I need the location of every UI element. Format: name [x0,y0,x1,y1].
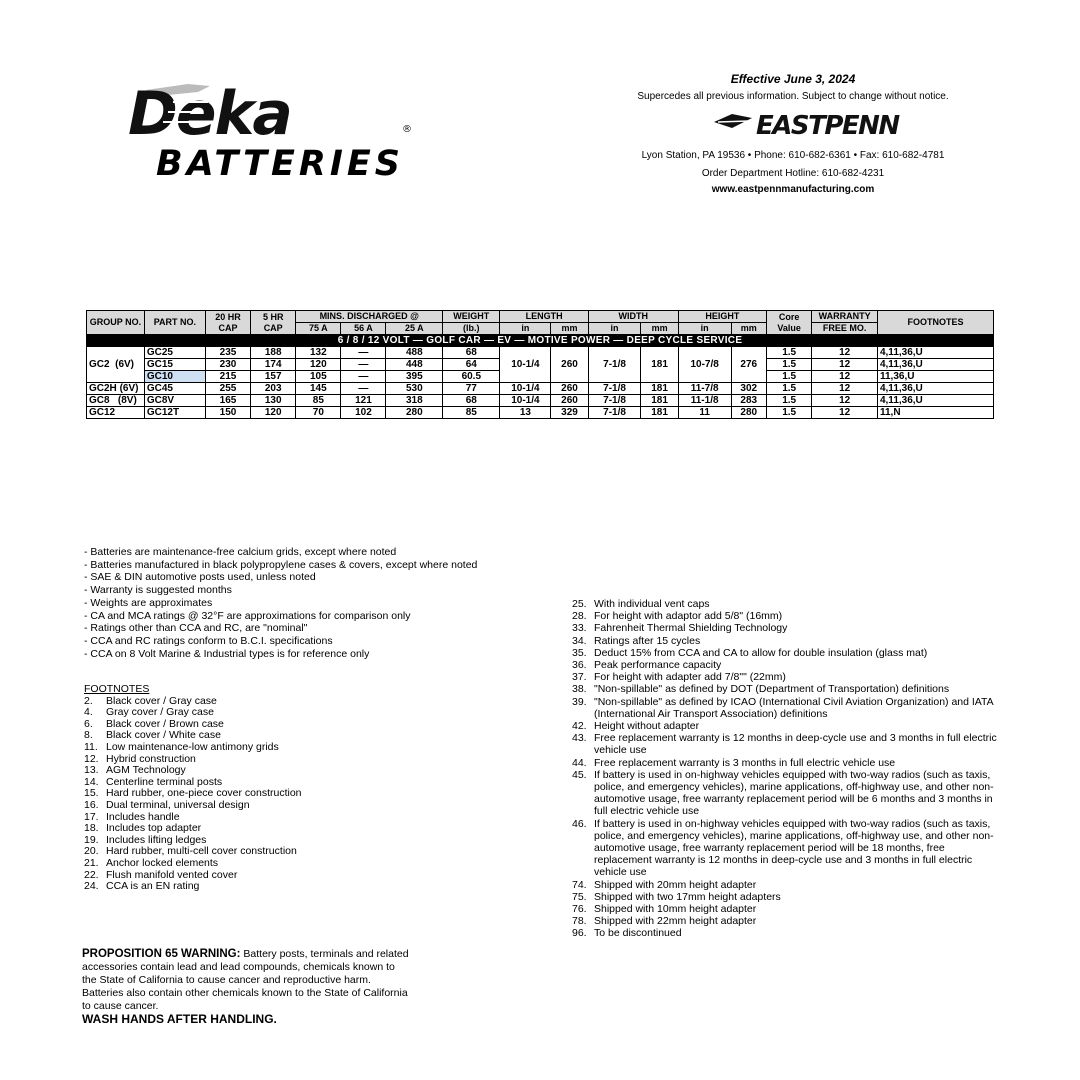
col-mins: MINS. DISCHARGED @ [296,311,443,323]
eastpenn-text: EASTPENN [756,111,899,141]
weight-cell: 77 [443,383,500,395]
list-item: 2. Black cover / Gray case [84,694,217,707]
eastpenn-logo-icon [712,106,899,141]
a25-cell: 530 [386,383,443,395]
weight-cell: 68 [443,347,500,359]
list-item: 25. With individual vent caps [572,598,710,610]
list-item: 43. Free replacement warranty is 12 months in deep-cycle use and 3 months in full electric vehicle use [572,732,997,757]
height-mm-cell: 302 [731,383,766,395]
core-cell: 1.5 [766,395,811,407]
general-notes [84,546,477,660]
cap5-cell: 157 [251,371,296,383]
core-cell: 1.5 [766,359,811,371]
footnotes-cell: 4,11,36,U [877,383,993,395]
prop65-title: PROPOSITION 65 WARNING: [82,948,241,960]
cap5-cell: 120 [251,407,296,419]
group-cell: GC12 [87,407,145,419]
list-item: 11. Low maintenance-low antimony grids [84,740,279,753]
part-cell-selected: GC10 [144,371,205,383]
list-item: 76. Shipped with 10mm height adapter [572,903,757,916]
cap20-cell: 215 [205,371,250,383]
list-item: 34. Ratings after 15 cycles [572,634,701,647]
table-row [87,347,994,359]
deka-logo-icon [118,79,418,149]
a75-cell: 120 [296,359,341,371]
note-line: - Warranty is suggested months [84,584,232,597]
table-row [87,383,994,395]
logo-subtitle: BATTERIES [156,144,404,184]
length-in-cell: 10-1/4 [500,347,551,383]
part-cell: GC15 [144,359,205,371]
logo-brand-text: Deka [128,79,291,149]
height-in-cell: 11-1/8 [678,395,731,407]
group-cell: GC8 (8V) [87,395,145,407]
list-item: 46. If battery is used in on-highway vehicles equipped with two-way radios (such as taxis, police, and emergency vehicles), marine applications, off-highway use, and other non-automotive usage, free warranty replacement period will be 18 months, free replacement warranty is 12 months in deep-cycle use and 3 months in full electric vehicle use [572,817,994,879]
section-band: 6 / 8 / 12 VOLT — GOLF CAR — EV — MOTIVE POWER — DEEP CYCLE SERVICE [87,335,994,347]
list-item: 42. Height without adapter [572,720,700,733]
width-in-cell: 7-1/8 [588,347,641,383]
col-part: PART NO. [144,311,205,335]
group-cell: GC2 (6V) [87,347,145,383]
col-length-mm: mm [551,323,588,335]
list-item: 13. AGM Technology [84,764,186,777]
address-line: Lyon Station, PA 19536 • Phone: 610-682-6361 • Fax: 610-682-4781 [641,150,945,161]
cap20-cell: 255 [205,383,250,395]
footnotes-cell: 11,N [877,407,993,419]
hotline: Order Department Hotline: 610-682-4231 [701,168,885,179]
battery-spec-table [86,310,994,419]
list-item: 38. "Non-spillable" as defined by DOT (Department of Transportation) definitions [572,683,950,696]
cap5-cell: 174 [251,359,296,371]
length-in-cell: 10-1/4 [500,395,551,407]
prop65-warning [82,948,412,1026]
length-mm-cell: 260 [551,383,588,395]
height-mm-cell: 280 [731,407,766,419]
width-mm-cell: 181 [641,407,678,419]
col-footnotes: FOOTNOTES [877,311,993,335]
list-item: 78. Shipped with 22mm height adapter [572,915,757,928]
width-mm-cell: 181 [641,395,678,407]
col-weight: WEIGHT [443,311,500,323]
col-group: GROUP NO. [87,311,145,335]
supercedes-note: Supercedes all previous information. Subject to change without notice. [637,91,949,102]
a56-cell: — [341,359,386,371]
col-56a: 56 A [341,323,386,335]
core-cell: 1.5 [766,371,811,383]
part-cell: GC8V [144,395,205,407]
footnotes-cell: 4,11,36,U [877,359,993,371]
footnotes-cell: 4,11,36,U [877,395,993,407]
length-mm-cell: 260 [551,347,588,383]
list-item: 22. Flush manifold vented cover [84,868,238,881]
width-mm-cell: 181 [641,383,678,395]
list-item: 15. Hard rubber, one-piece cover construction [84,787,302,800]
a56-cell: — [341,347,386,359]
table-row [87,395,994,407]
list-item: 33. Fahrenheit Thermal Shielding Technology [572,622,788,635]
height-mm-cell: 276 [731,347,766,383]
list-item: 21. Anchor locked elements [84,856,219,869]
a75-cell: 70 [296,407,341,419]
note-line: - Batteries manufactured in black polypropylene cases & covers, except where noted [84,558,478,571]
col-width-in: in [588,323,641,335]
col-weight-unit: (lb.) [443,323,500,335]
list-item: 36. Peak performance capacity [572,659,722,672]
col-free-months: FREE MO. [812,323,878,335]
width-mm-cell: 181 [641,347,678,383]
height-in-cell: 11-7/8 [678,383,731,395]
list-item: 20. Hard rubber, multi-cell cover construction [84,845,297,858]
cap20-cell: 230 [205,359,250,371]
note-line: - CCA on 8 Volt Marine & Industrial types is for reference only [84,647,370,660]
weight-cell: 60.5 [443,371,500,383]
list-item: 39. "Non-spillable" as defined by ICAO (International Civil Aviation Organization) and IATA (International Air Transport Association) definitions [572,695,994,720]
cap5-cell: 130 [251,395,296,407]
a75-cell: 85 [296,395,341,407]
warranty-cell: 12 [812,395,878,407]
note-line: - Batteries are maintenance-free calcium grids, except where noted [84,546,397,558]
note-line: - CA and MCA ratings @ 32°F are approximations for comparison only [84,609,411,622]
col-width: WIDTH [588,311,678,323]
footnotes-left [84,684,302,893]
col-cap5: 5 HR CAP [251,311,296,335]
a56-cell: 102 [341,407,386,419]
list-item: 96. To be discontinued [572,927,682,940]
col-25a: 25 A [386,323,443,335]
list-item: 16. Dual terminal, universal design [84,798,250,811]
footnotes-cell: 4,11,36,U [877,347,993,359]
warranty-cell: 12 [812,407,878,419]
width-in-cell: 7-1/8 [588,407,641,419]
weight-cell: 85 [443,407,500,419]
height-in-cell: 11 [678,407,731,419]
length-in-cell: 13 [500,407,551,419]
part-cell: GC45 [144,383,205,395]
footnotes-right [572,598,1002,940]
height-in-cell: 10-7/8 [678,347,731,383]
col-length: LENGTH [500,311,588,323]
cap20-cell: 235 [205,347,250,359]
list-item: 12. Hybrid construction [84,752,196,765]
col-length-in: in [500,323,551,335]
core-cell: 1.5 [766,383,811,395]
cap5-cell: 188 [251,347,296,359]
list-item: 37. For height with adapter add 7/8"" (22mm) [572,671,786,684]
group-cell: GC2H (6V) [87,383,145,395]
a25-cell: 318 [386,395,443,407]
footnotes-cell: 11,36,U [877,371,993,383]
list-item: 6. Black cover / Brown case [84,717,224,730]
prop65-body: Battery posts, terminals and related accessories contain lead and lead compounds, chemicals known to the State of California to cause cancer and reproductive harm. Batteries also contain other chemicals known to the State of California to cause cancer. [82,948,409,1012]
col-warranty: WARRANTY [812,311,878,323]
a75-cell: 105 [296,371,341,383]
cap20-cell: 165 [205,395,250,407]
table-row [87,407,994,419]
length-mm-cell: 260 [551,395,588,407]
list-item: 74. Shipped with 20mm height adapter [572,878,757,891]
a25-cell: 488 [386,347,443,359]
width-in-cell: 7-1/8 [588,383,641,395]
a56-cell: — [341,383,386,395]
warranty-cell: 12 [812,371,878,383]
length-mm-cell: 329 [551,407,588,419]
col-height: HEIGHT [678,311,766,323]
list-item: 75. Shipped with two 17mm height adapters [572,890,781,903]
note-line: - Weights are approximates [84,596,213,609]
part-cell: GC25 [144,347,205,359]
footnotes-title: FOOTNOTES [84,683,150,695]
width-in-cell: 7-1/8 [588,395,641,407]
col-height-mm: mm [731,323,766,335]
list-item: 24. CCA is an EN rating [84,880,200,893]
effective-date: Effective June 3, 2024 [730,72,856,86]
a56-cell: 121 [341,395,386,407]
warranty-cell: 12 [812,359,878,371]
note-line: - Ratings other than CCA and RC, are "nominal" [84,622,308,635]
col-width-mm: mm [641,323,678,335]
height-mm-cell: 283 [731,395,766,407]
list-item: 44. Free replacement warranty is 3 months in full electric vehicle use [572,756,896,769]
list-item: 18. Includes top adapter [84,822,202,835]
list-item: 14. Centerline terminal posts [84,775,223,788]
list-item: 28. For height with adaptor add 5/8" (16mm) [572,610,783,623]
cap20-cell: 150 [205,407,250,419]
a25-cell: 448 [386,359,443,371]
wash-hands-notice: WASH HANDS AFTER HANDLING. [82,1012,277,1026]
a25-cell: 280 [386,407,443,419]
length-in-cell: 10-1/4 [500,383,551,395]
list-item: 17. Includes handle [84,810,180,823]
core-cell: 1.5 [766,407,811,419]
a75-cell: 145 [296,383,341,395]
warranty-cell: 12 [812,383,878,395]
list-item: 8. Black cover / White case [84,729,221,742]
core-cell: 1.5 [766,347,811,359]
col-height-in: in [678,323,731,335]
a25-cell: 395 [386,371,443,383]
a75-cell: 132 [296,347,341,359]
cap5-cell: 203 [251,383,296,395]
weight-cell: 68 [443,395,500,407]
note-line: - SAE & DIN automotive posts used, unless noted [84,571,316,584]
col-75a: 75 A [296,323,341,335]
part-cell: GC12T [144,407,205,419]
col-core: Core Value [766,311,811,335]
list-item: 4. Gray cover / Gray case [84,706,214,719]
list-item: 35. Deduct 15% from CCA and CA to allow for double insulation (glass mat) [572,646,928,659]
col-cap20: 20 HR CAP [205,311,250,335]
weight-cell: 64 [443,359,500,371]
note-line: - CCA and RC ratings conform to B.C.I. specifications [84,634,333,647]
registered-mark: ® [402,124,412,135]
a56-cell: — [341,371,386,383]
list-item: 19. Includes lifting ledges [84,833,207,846]
website-link[interactable]: www.eastpennmanufacturing.com [711,184,875,195]
deka-batteries-logo [118,79,418,184]
warranty-cell: 12 [812,347,878,359]
list-item: 45. If battery is used in on-highway vehicles equipped with two-way radios (such as taxis, police, and emergency vehicles), marine applications, off-highway use, and other non-automotive usage, free warranty replacement period will be 6 months and 3 months in full electric vehicle use [572,768,994,818]
